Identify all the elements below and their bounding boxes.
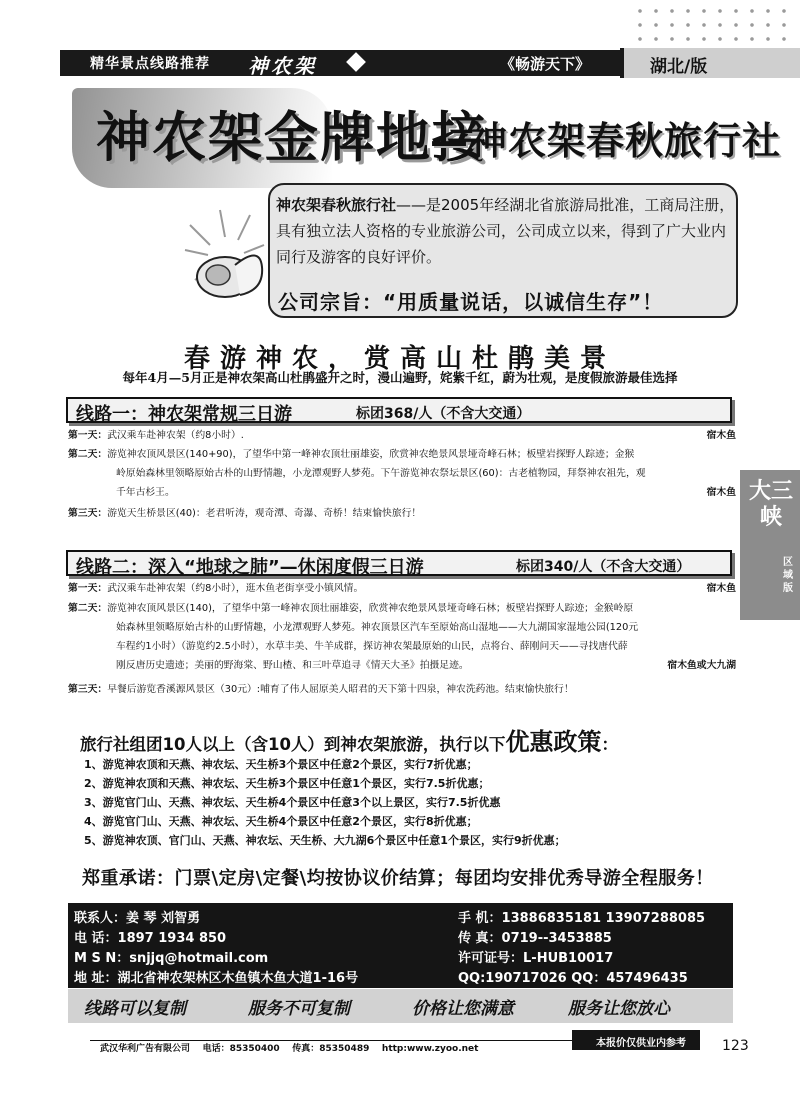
slogan-item: 价格让您满意	[412, 999, 514, 1019]
contact-mobile-value: 13886835181 13907288085	[501, 911, 706, 926]
discount-item: 4、游览官门山、天燕、神农坛、天生桥4个景区中任意2个景区，实行8折优惠；	[84, 815, 478, 828]
discount-title-suffix: ：	[601, 735, 618, 754]
contact-msn	[74, 947, 268, 966]
day-text-line: 游览神农顶风景区(140+90)，了望华中第一峰神农顶壮丽雄姿，欣赏神农绝景风景垭奇峰石林；板壁岩探野人踪迹；金猴	[107, 449, 635, 460]
route-1-price: 标团368/人（不含大交通）	[356, 406, 531, 422]
contact-address-label: 地 址：	[74, 971, 118, 986]
discount-item: 1、游览神农顶和天燕、神农坛、天生桥3个景区中任意2个景区，实行7折优惠；	[84, 758, 478, 771]
footer-company: 武汉华利广告有限公司	[100, 1044, 191, 1054]
contact-phone	[74, 927, 226, 946]
route-1-day-1	[68, 426, 736, 445]
day-stay: 宿木鱼	[706, 583, 736, 594]
contact-msn-label: M S N：	[74, 951, 130, 966]
day-stay: 宿木鱼	[706, 430, 736, 441]
day-text-line: 游览神农顶风景区(140)，了望华中第一峰神农顶壮丽雄姿，欣赏神农绝景风景垭奇峰石林；板壁岩探野人踪迹；金猴岭原	[107, 603, 634, 614]
intro-company-name: 神农架春秋旅行社	[276, 196, 397, 214]
contact-address-value: 湖北省神农架林区木鱼镇木鱼大道1-16号	[117, 971, 359, 986]
contact-fax-label: 传 真：	[458, 931, 502, 946]
day-text-line: 始森林里领略原始古朴的山野情趣，小龙潭观野人梦苑。神农顶景区汽车至原始高山湿地——大九湖国家湿地公园(120元	[116, 622, 639, 633]
route-1-header	[66, 397, 732, 423]
spring-promo-description: 每年4月—5月正是神农架高山杜鹃盛开之时，漫山遍野，姹紫千红，蔚为壮观，是度假旅游最佳选择	[122, 370, 678, 385]
day-text: 早餐后游览香溪源风景区（30元）:哺育了伟人屈原美人昭君的天下第十四泉，神农洗药池。结束愉快旅行！	[107, 684, 574, 695]
discount-list	[84, 755, 566, 850]
slogan-item: 服务不可复制	[248, 999, 350, 1019]
contact-fax-value: 0719--3453885	[501, 931, 612, 946]
discount-title	[80, 722, 618, 757]
decorative-dot-grid	[632, 4, 792, 48]
thumbs-up-hand-icon	[180, 205, 270, 315]
footer-tel-label: 电话：	[202, 1044, 230, 1054]
footer-publisher	[100, 1041, 478, 1054]
spring-promo-title: 春游神农，赏高山杜鹃美景	[183, 344, 616, 374]
header-column-name: 《畅游天下》	[500, 55, 591, 73]
day-label: 第二天：	[68, 603, 108, 614]
footer-fax-label: 传真：	[292, 1044, 320, 1054]
contact-person-label: 联系人：	[74, 911, 127, 926]
route-2-price: 标团340/人（不含大交通）	[516, 559, 691, 575]
contact-mobile-label: 手 机：	[458, 911, 502, 926]
header-edition-label: 湖北/版	[650, 57, 708, 77]
route-2-header	[66, 550, 732, 576]
contact-qq: QQ:190717026 QQ：457496435	[458, 971, 688, 986]
contact-mobile	[458, 907, 705, 926]
contact-license	[458, 947, 613, 966]
day-stay: 宿木鱼或大九湖	[667, 660, 736, 671]
contact-msn-value: snjjq@hotmail.com	[129, 951, 269, 966]
discount-item: 2、游览神农顶和天燕、神农坛、天生桥3个景区中任意1个景区，实行7.5折优惠；	[84, 777, 490, 790]
footer-note: 本报价仅供业内参考	[596, 1038, 686, 1049]
route-2-day-1	[68, 579, 736, 598]
discount-title-emphasis: 优惠政策	[505, 728, 602, 756]
page-subtitle: —神农架春秋旅行社	[430, 119, 782, 163]
day-stay: 宿木鱼	[706, 487, 736, 498]
day-label: 第三天：	[68, 508, 108, 519]
day-text: 游览天生桥景区(40)：老君听涛，观奇潭、奇瀑、奇桥！结束愉快旅行！	[107, 508, 422, 519]
slogan-item: 线路可以复制	[84, 999, 186, 1019]
day-label: 第一天：	[68, 430, 108, 441]
route-1-day-2	[68, 445, 736, 502]
header-section-label: 精华景点线路推荐	[90, 56, 210, 72]
day-text-line: 千年古杉王。	[116, 487, 175, 498]
day-label: 第三天：	[68, 684, 108, 695]
contact-phone-label: 电 话：	[74, 931, 118, 946]
day-text-line: 岭原始森林里领略原始古朴的山野情趣，小龙潭观野人梦苑。下午游览神农祭坛景区(60)：古老植物园，拜祭神农祖先，观	[116, 468, 646, 479]
slogan-item: 服务让您放心	[568, 999, 670, 1019]
contact-phone-value: 1897 1934 850	[117, 931, 227, 946]
intro-text	[276, 192, 736, 270]
contact-person	[74, 907, 200, 926]
route-1-day-3	[68, 504, 736, 523]
contact-address	[74, 967, 358, 986]
service-promise: 郑重承诺：门票\定房\定餐\均按协议价结算；每团均安排优秀导游全程服务！	[82, 868, 714, 889]
route-2-day-3	[68, 680, 736, 699]
day-text: 武汉乘车赴神农架（约8小时）.	[107, 430, 244, 441]
header-edition-box	[620, 48, 800, 78]
day-text-line: 车程约1小时）（游览约2.5小时），水草丰美、牛羊成群，探访神农架最原始的山民，点将台、薛刚问天——寻找唐代薛	[116, 641, 628, 652]
day-text: 武汉乘车赴神农架（约8小时），逛木鱼老街享受小镇风情。	[107, 583, 364, 594]
company-tenet: 公司宗旨：“用质量说话，以诚信生存”！	[278, 290, 664, 314]
route-2-day-2	[68, 599, 736, 675]
discount-item: 5、游览神农顶、官门山、天燕、神农坛、天生桥、大九湖6个景区中任意1个景区，实行9折优惠；	[84, 834, 566, 847]
region-side-subtitle: 区域版	[783, 557, 793, 594]
route-2-name: 线路二：深入“地球之肺”—休闲度假三日游	[76, 557, 424, 578]
footer-fax: 85350489	[319, 1044, 370, 1054]
header-brand: 神农架	[248, 54, 317, 78]
footer-tel: 85350400	[229, 1044, 280, 1054]
region-side-title: 大三峡	[748, 478, 793, 530]
contact-person-value: 姜 琴 刘智勇	[126, 911, 201, 926]
day-text-line: 刚反唐历史遗迹；美丽的野海棠、野山楂、和三叶草追寻《情天大圣》拍摄足迹。	[116, 660, 469, 671]
contact-license-value: L-HUB10017	[523, 951, 614, 966]
contact-license-label: 许可证号：	[458, 951, 524, 966]
day-label: 第二天：	[68, 449, 108, 460]
discount-item: 3、游览官门山、天燕、神农坛、天生桥4个景区中任意3个以上景区，实行7.5折优惠	[84, 796, 501, 809]
intro-description: ——是2005年经湖北省旅游局批准，工商局注册，具有独立法人资格的专业旅游公司，公司成立以来，得到了广大业内同行及游客的良好评价。	[276, 196, 735, 266]
page-title: 神农架金牌地接	[96, 106, 488, 169]
footer-url: http:www.zyoo.net	[381, 1044, 479, 1054]
page-number: 123	[722, 1038, 749, 1054]
contact-fax	[458, 927, 612, 946]
route-1-name: 线路一：神农架常规三日游	[76, 404, 292, 425]
discount-title-prefix: 旅行社组团10人以上（含10人）到神农架旅游，执行以下	[80, 735, 506, 754]
day-label: 第一天：	[68, 583, 108, 594]
